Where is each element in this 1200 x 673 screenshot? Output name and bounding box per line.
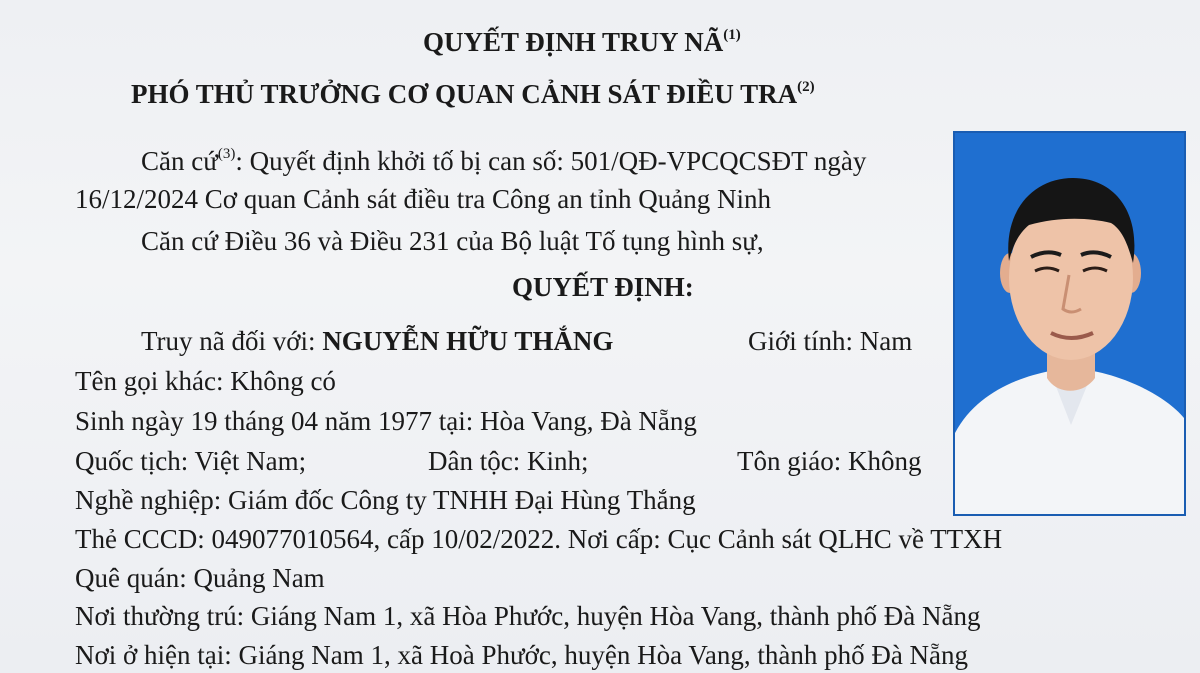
wanted-label: Truy nã đối với: (141, 326, 323, 356)
id-card-field: Thẻ CCCD: 049077010564, cấp 10/02/2022. Nơi cấp: Cục Cảnh sát QLHC về TTXH (75, 524, 1003, 554)
suspect-portrait-photo (953, 131, 1186, 516)
portrait-illustration (955, 133, 1184, 514)
wanted-person-name: NGUYỄN HỮU THẮNG (322, 326, 614, 356)
basis-line-2: 16/12/2024 Cơ quan Cảnh sát điều tra Công an tỉnh Quảng Ninh (75, 184, 771, 214)
basis-prefix: Căn cứ (141, 146, 218, 176)
gender-field: Giới tính: Nam (748, 326, 913, 356)
birth-field: Sinh ngày 19 tháng 04 năm 1977 tại: Hòa Vang, Đà Nẵng (75, 406, 697, 436)
occupation-field: Nghề nghiệp: Giám đốc Công ty TNHH Đại Hùng Thắng (75, 485, 696, 515)
decision-heading: QUYẾT ĐỊNH: (512, 272, 694, 302)
basis-footnote-marker: (3) (217, 146, 236, 162)
wanted-person-line (141, 325, 613, 357)
title-footnote-marker: (1) (723, 27, 741, 43)
basis-decision-text: : Quyết định khởi tố bị can số: 501/QĐ-VPCQCSĐT ngày (235, 146, 867, 176)
document-title-text: QUYẾT ĐỊNH TRUY NÃ (423, 27, 724, 57)
issuing-authority (131, 78, 815, 115)
hometown-field: Quê quán: Quảng Nam (75, 563, 325, 593)
nationality-field: Quốc tịch: Việt Nam; (75, 446, 307, 476)
issuing-authority-text: PHÓ THỦ TRƯỞNG CƠ QUAN CẢNH SÁT ĐIỀU TRA (131, 79, 798, 109)
alias-field: Tên gọi khác: Không có (75, 366, 336, 396)
ethnicity-field: Dân tộc: Kinh; (428, 446, 589, 476)
permanent-address-field: Nơi thường trú: Giáng Nam 1, xã Hòa Phước, huyện Hòa Vang, thành phố Đà Nẵng (75, 601, 981, 631)
basis-line-3: Căn cứ Điều 36 và Điều 231 của Bộ luật Tố tụng hình sự, (141, 226, 764, 256)
religion-field: Tôn giáo: Không (737, 446, 922, 476)
authority-footnote-marker: (2) (797, 79, 815, 95)
document-title (423, 26, 741, 63)
current-address-field: Nơi ở hiện tại: Giáng Nam 1, xã Hoà Phước, huyện Hòa Vang, thành phố Đà Nẵng (75, 640, 969, 670)
basis-line-1 (141, 145, 866, 182)
